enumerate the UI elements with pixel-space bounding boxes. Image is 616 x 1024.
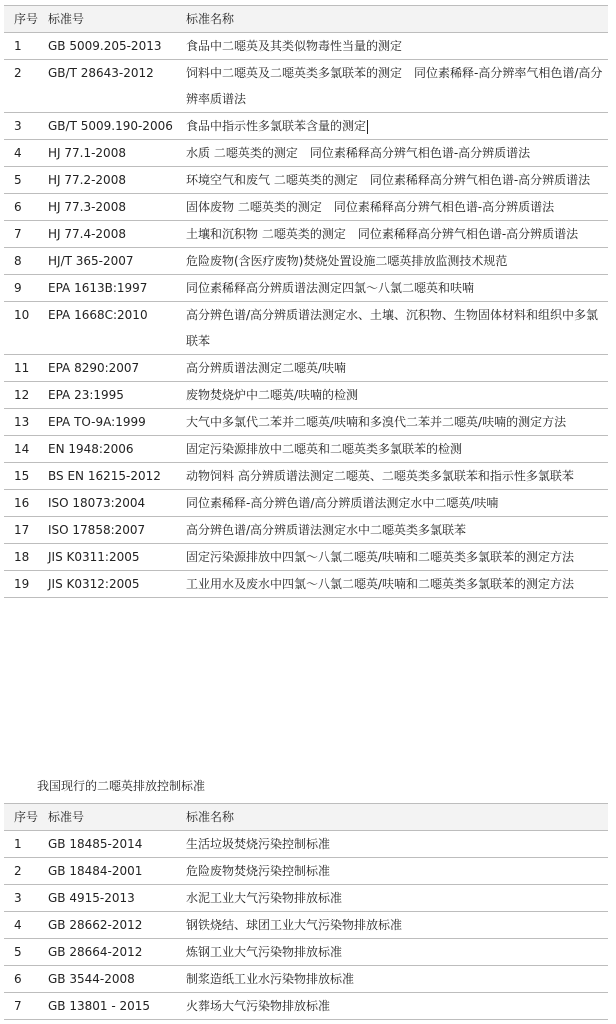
standard-name-cell: 动物饲料 高分辨质谱法测定二噁英、二噁英类多氯联苯和指示性多氯联苯: [180, 463, 608, 490]
table-row: [4, 858, 608, 885]
header-standard-name: 标准名称: [180, 6, 608, 33]
standard-code-cell: EPA 23:1995: [44, 382, 180, 409]
serial-cell: 7: [4, 993, 44, 1020]
standard-code-cell: GB/T 28643-2012: [44, 60, 180, 113]
standard-code-cell: GB 28662-2012: [44, 912, 180, 939]
standard-name-cell: 固定污染源排放中二噁英和二噁英类多氯联苯的检测: [180, 436, 608, 463]
table-row: [4, 355, 608, 382]
header-standard-code: 标准号: [44, 6, 180, 33]
serial-cell: 5: [4, 167, 44, 194]
standard-name-cell: 炼钢工业大气污染物排放标准: [180, 939, 608, 966]
standard-code-cell: GB 3544-2008: [44, 966, 180, 993]
standard-code-cell: ISO 17858:2007: [44, 517, 180, 544]
serial-cell: 3: [4, 885, 44, 912]
emission-standards-body: [4, 831, 608, 1020]
standard-name-cell: 固体废物 二噁英类的测定 同位素稀释高分辨气相色谱-高分辨质谱法: [180, 194, 608, 221]
serial-cell: 11: [4, 355, 44, 382]
standard-name-cell: 生活垃圾焚烧污染控制标准: [180, 831, 608, 858]
serial-cell: 18: [4, 544, 44, 571]
standard-code-cell: EN 1948:2006: [44, 436, 180, 463]
standard-name-cell: 同位素稀释-高分辨色谱/高分辨质谱法测定水中二噁英/呋喃: [180, 490, 608, 517]
table-row: [4, 194, 608, 221]
table-header-row: [4, 804, 608, 831]
table-row: [4, 60, 608, 113]
table-row: [4, 248, 608, 275]
serial-cell: 10: [4, 302, 44, 355]
standard-name-cell: 危险废物焚烧污染控制标准: [180, 858, 608, 885]
serial-cell: 3: [4, 113, 44, 140]
standard-code-cell: HJ/T 365-2007: [44, 248, 180, 275]
standard-name-cell: 火葬场大气污染物排放标准: [180, 993, 608, 1020]
standard-code-cell: EPA 1613B:1997: [44, 275, 180, 302]
serial-cell: 12: [4, 382, 44, 409]
table-row: [4, 167, 608, 194]
table-row: [4, 912, 608, 939]
serial-cell: 4: [4, 912, 44, 939]
header-serial: 序号: [4, 6, 44, 33]
standard-code-cell: HJ 77.3-2008: [44, 194, 180, 221]
table-row: [4, 966, 608, 993]
serial-cell: 8: [4, 248, 44, 275]
standard-name-cell: 饲料中二噁英及二噁英类多氯联苯的测定 同位素稀释-高分辨率气相色谱/高分辨率质谱法: [180, 60, 608, 113]
text-cursor: [367, 120, 368, 134]
table-row: [4, 33, 608, 60]
standard-code-cell: HJ 77.1-2008: [44, 140, 180, 167]
table-row: [4, 463, 608, 490]
serial-cell: 6: [4, 966, 44, 993]
test-methods-table: [4, 5, 608, 598]
serial-cell: 1: [4, 831, 44, 858]
standard-name-cell: 土壤和沉积物 二噁英类的测定 同位素稀释高分辨气相色谱-高分辨质谱法: [180, 221, 608, 248]
standard-name-cell: 水泥工业大气污染物排放标准: [180, 885, 608, 912]
standard-name-cell: 大气中多氯代二苯并二噁英/呋喃和多溴代二苯并二噁英/呋喃的测定方法: [180, 409, 608, 436]
table-row: [4, 436, 608, 463]
standard-code-cell: JIS K0311:2005: [44, 544, 180, 571]
table-row: [4, 409, 608, 436]
test-methods-body: [4, 33, 608, 598]
standard-code-cell: GB 5009.205-2013: [44, 33, 180, 60]
serial-cell: 5: [4, 939, 44, 966]
table-row: [4, 517, 608, 544]
table-row: [4, 275, 608, 302]
standard-code-cell: GB 28664-2012: [44, 939, 180, 966]
standard-code-cell: HJ 77.2-2008: [44, 167, 180, 194]
standard-code-cell: EPA 1668C:2010: [44, 302, 180, 355]
standard-name-cell: 高分辨质谱法测定二噁英/呋喃: [180, 355, 608, 382]
table-row: [4, 885, 608, 912]
standard-name-cell: 水质 二噁英类的测定 同位素稀释高分辨气相色谱-高分辨质谱法: [180, 140, 608, 167]
standard-code-cell: EPA 8290:2007: [44, 355, 180, 382]
serial-cell: 16: [4, 490, 44, 517]
standard-name-cell: 制浆造纸工业水污染物排放标准: [180, 966, 608, 993]
table-row: [4, 382, 608, 409]
standard-name-cell: 高分辨色谱/高分辨质谱法测定水、土壤、沉积物、生物固体材料和组织中多氯联苯: [180, 302, 608, 355]
table-row: [4, 939, 608, 966]
table-header-row: [4, 6, 608, 33]
standard-code-cell: GB/T 5009.190-2006: [44, 113, 180, 140]
standard-name-cell: 同位素稀释高分辨质谱法测定四氯～八氯二噁英和呋喃: [180, 275, 608, 302]
serial-cell: 4: [4, 140, 44, 167]
serial-cell: 1: [4, 33, 44, 60]
serial-cell: 9: [4, 275, 44, 302]
standard-code-cell: JIS K0312:2005: [44, 571, 180, 598]
standard-code-cell: ISO 18073:2004: [44, 490, 180, 517]
standard-name-cell: 工业用水及废水中四氯～八氯二噁英/呋喃和二噁英类多氯联苯的测定方法: [180, 571, 608, 598]
standard-name-cell: 环境空气和废气 二噁英类的测定 同位素稀释高分辨气相色谱-高分辨质谱法: [180, 167, 608, 194]
serial-cell: 14: [4, 436, 44, 463]
table-row: [4, 544, 608, 571]
serial-cell: 2: [4, 60, 44, 113]
table-row: [4, 993, 608, 1020]
section-title: 我国现行的二噁英排放控制标准: [37, 779, 206, 793]
serial-cell: 19: [4, 571, 44, 598]
standard-code-cell: GB 18484-2001: [44, 858, 180, 885]
header-standard-code: 标准号: [44, 804, 180, 831]
standard-name-cell: 固定污染源排放中四氯～八氯二噁英/呋喃和二噁英类多氯联苯的测定方法: [180, 544, 608, 571]
serial-cell: 2: [4, 858, 44, 885]
table-row: [4, 221, 608, 248]
table-row: [4, 302, 608, 355]
table-row: [4, 831, 608, 858]
standard-name-cell: 高分辨色谱/高分辨质谱法测定水中二噁英类多氯联苯: [180, 517, 608, 544]
table-row: [4, 490, 608, 517]
standard-code-cell: GB 13801 - 2015: [44, 993, 180, 1020]
serial-cell: 7: [4, 221, 44, 248]
serial-cell: 6: [4, 194, 44, 221]
standard-name-cell: 危险废物(含医疗废物)焚烧处置设施二噁英排放监测技术规范: [180, 248, 608, 275]
standard-code-cell: EPA TO-9A:1999: [44, 409, 180, 436]
standard-name-cell: 废物焚烧炉中二噁英/呋喃的检测: [180, 382, 608, 409]
standard-name-cell: 食品中指示性多氯联苯含量的测定: [180, 113, 608, 140]
serial-cell: 15: [4, 463, 44, 490]
serial-cell: 17: [4, 517, 44, 544]
table-row: [4, 140, 608, 167]
emission-standards-table: [4, 803, 608, 1020]
standard-code-cell: BS EN 16215-2012: [44, 463, 180, 490]
header-serial: 序号: [4, 804, 44, 831]
standard-name-cell: 食品中二噁英及其类似物毒性当量的测定: [180, 33, 608, 60]
standard-name-cell: 钢铁烧结、球团工业大气污染物排放标准: [180, 912, 608, 939]
standard-code-cell: GB 18485-2014: [44, 831, 180, 858]
header-standard-name: 标准名称: [180, 804, 608, 831]
serial-cell: 13: [4, 409, 44, 436]
table-row: [4, 113, 608, 140]
table-row: [4, 571, 608, 598]
standard-code-cell: GB 4915-2013: [44, 885, 180, 912]
standard-code-cell: HJ 77.4-2008: [44, 221, 180, 248]
